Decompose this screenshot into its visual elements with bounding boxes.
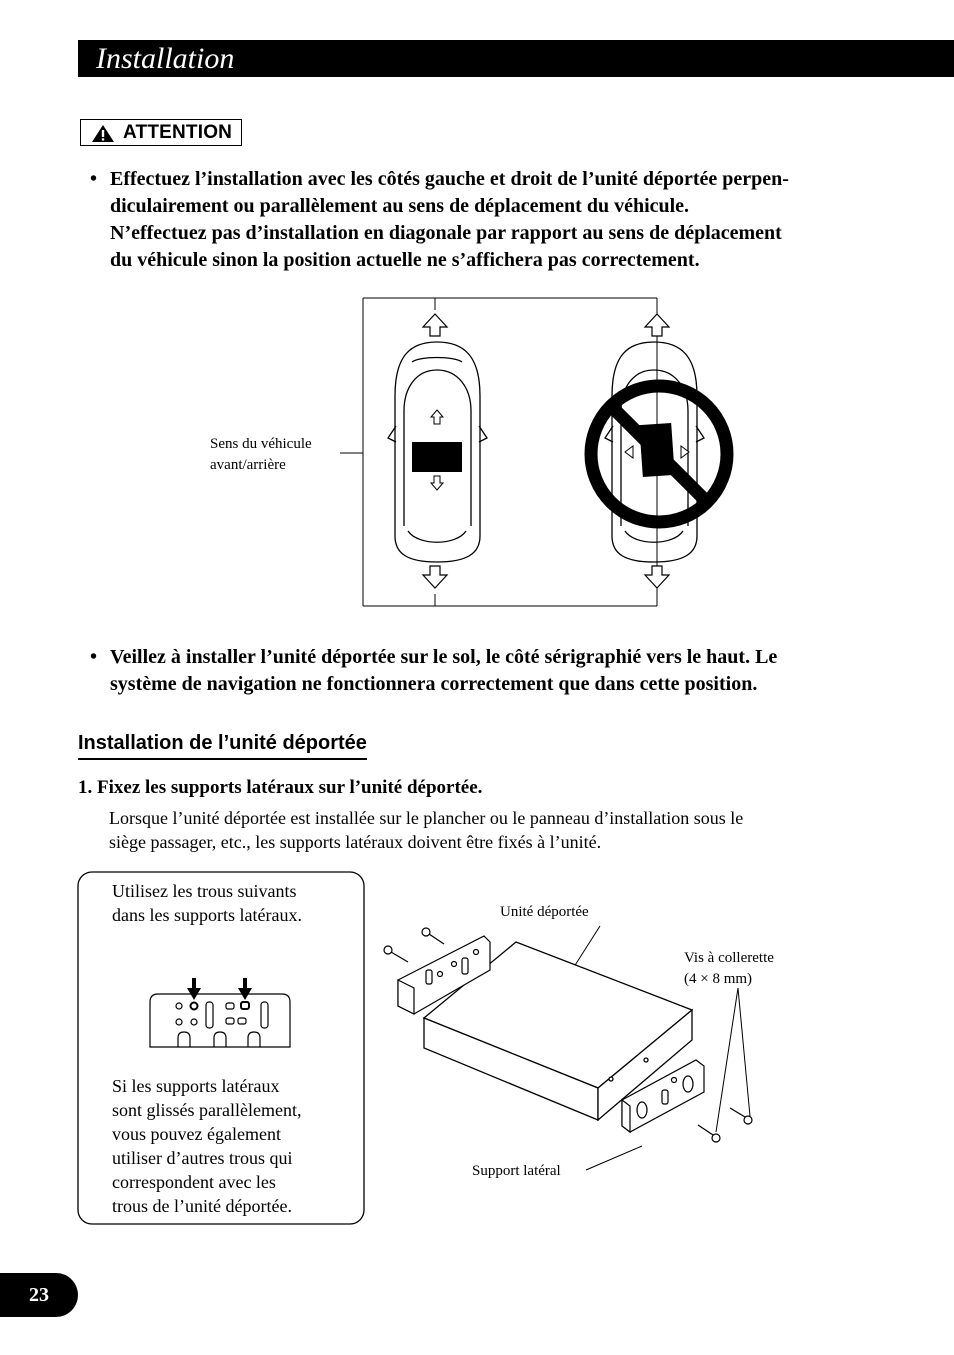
warning-triangle-icon xyxy=(91,124,115,143)
frame xyxy=(363,298,657,606)
bullet-line: Veillez à installer l’unité déportée sur le sol, le côté sérigraphié vers le haut. Le xyxy=(110,646,778,668)
bullet-dot: • xyxy=(90,646,98,668)
bullet-line: N’effectuez pas d’installation en diagonale par rapport au sens de déplacement xyxy=(110,222,782,244)
label-unit: Unité déportée xyxy=(500,904,589,920)
note-text: trous de l’unité déportée. xyxy=(112,1196,292,1216)
note-text: Utilisez les trous suivants xyxy=(112,881,297,901)
step-body xyxy=(109,806,869,854)
bullet-line: du véhicule sinon la position actuelle ne s’affichera pas correctement. xyxy=(110,249,700,271)
page-number-tab xyxy=(0,1273,78,1317)
header-bar xyxy=(78,40,954,77)
bracket-figure xyxy=(76,870,796,1230)
body-line: Lorsque l’unité déportée est installée sur le plancher ou le panneau d’installation sous le xyxy=(109,808,744,828)
arrow-up-icon xyxy=(423,314,669,336)
step-title: 1. Fixez les supports latéraux sur l’unité déportée. xyxy=(78,777,483,798)
remote-unit xyxy=(412,442,462,472)
bullet-text xyxy=(110,644,777,698)
figure-label: Sens du véhicule xyxy=(210,436,312,452)
note-text: Si les supports latéraux xyxy=(112,1076,280,1096)
bullet-text xyxy=(110,166,789,274)
note-text: dans les supports latéraux. xyxy=(112,905,302,925)
bullet-line: Effectuez l’installation avec les côtés gauche et droit de l’unité déportée perpen- xyxy=(110,168,789,190)
label-bracket: Support latéral xyxy=(472,1163,561,1179)
label-screw: (4 × 8 mm) xyxy=(684,971,753,987)
page-number: 23 xyxy=(29,1284,49,1306)
bullet-line: diculairement ou parallèlement au sens de déplacement du véhicule. xyxy=(110,195,690,217)
label-screw: Vis à collerette xyxy=(684,950,774,966)
section-heading: Installation de l’unité déportée xyxy=(78,730,367,760)
attention-label: ATTENTION xyxy=(123,122,233,143)
attention-box xyxy=(80,119,242,146)
arrow-down-icon xyxy=(423,566,669,588)
note-text: vous pouvez également xyxy=(112,1124,281,1144)
note-text: utiliser d’autres trous qui xyxy=(112,1148,293,1168)
note-text: sont glissés parallèlement, xyxy=(112,1100,302,1120)
orientation-figure xyxy=(200,296,760,616)
figure-label: avant/arrière xyxy=(210,457,286,473)
page-title: Installation xyxy=(96,42,235,75)
bullet-line: système de navigation ne fonctionnera correctement que dans cette position. xyxy=(110,673,758,695)
bullet-dot: • xyxy=(90,168,98,190)
body-line: siège passager, etc., les supports latéraux doivent être fixés à l’unité. xyxy=(109,832,602,852)
note-text: correspondent avec les xyxy=(112,1172,276,1192)
